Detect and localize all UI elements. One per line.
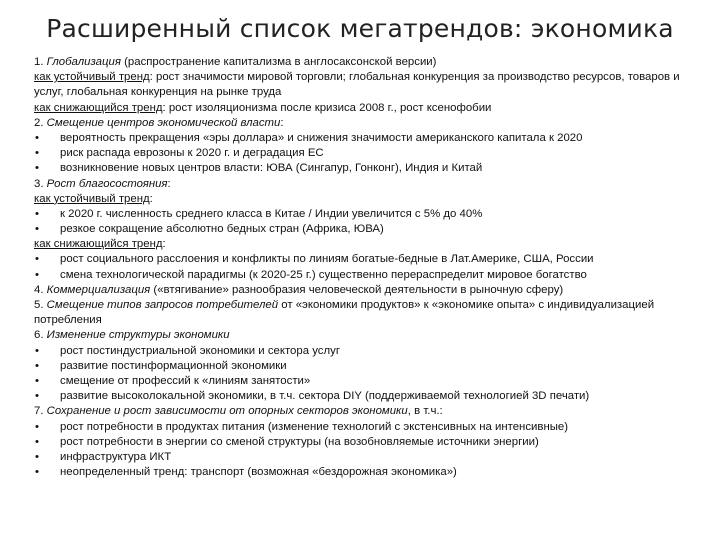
item-number: 4. xyxy=(34,283,44,296)
bullet-item: • рост социального расслоения и конфликты по линиям богатые-бедные в Лат.Америке, США, России xyxy=(34,252,710,267)
bullet-item: • смещение от профессий к «линиям занятости» xyxy=(34,374,710,389)
bullet-item: • резкое сокращение абсолютно бедных стран (Африка, ЮВА) xyxy=(34,222,710,237)
item-heading: Глобализация xyxy=(46,56,121,68)
item-heading: Смещение типов запросов потребителей xyxy=(46,299,279,312)
declining-trend-label: как снижающийся тренд xyxy=(34,238,163,251)
item-number: 1. xyxy=(34,56,44,68)
item-heading: Смещение центров экономической власти xyxy=(46,116,281,129)
trend-text: : рост значимости мировой торговли; глобальная конкуренция за производство ресурсов, товаров и услуг, глобальная конкуренция на рынке труда xyxy=(34,71,680,99)
trend-text: : xyxy=(162,238,166,251)
bullet-item: • риск распада еврозоны к 2020 г. и деградация ЕС xyxy=(34,146,710,161)
slide-body xyxy=(34,55,710,480)
stable-trend-line xyxy=(34,192,710,207)
declining-trend-line xyxy=(34,101,710,116)
stable-trend-label: как устойчивый тренд xyxy=(34,192,150,205)
bullet-item: • неопределенный тренд: транспорт (возможная «бездорожная экономика») xyxy=(34,465,710,480)
item-text: («втягивание» разнообразия человеческой деятельности в рыночную сферу) xyxy=(150,283,564,296)
slide-title: Расширенный список мегатрендов: экономика xyxy=(46,14,674,43)
item-text: от «экономики продуктов» к «экономике опыта» с индивидуализацией потребления xyxy=(34,299,655,327)
trend-text: : xyxy=(149,192,153,205)
trend-text: : рост изоляционизма после кризиса 2008 г., рост ксенофобии xyxy=(162,101,492,114)
item-text: : xyxy=(280,116,284,129)
item-number: 3. xyxy=(34,177,44,190)
item-text: , в т.ч.: xyxy=(407,405,443,418)
item-4-line xyxy=(34,283,710,298)
item-3-line xyxy=(34,177,710,192)
item-number: 7. xyxy=(34,405,44,418)
item-text: (распространение капитализма в англосаксонской версии) xyxy=(120,56,437,68)
bullet-item: • возникновение новых центров власти: ЮВА (Сингапур, Гонконг), Индия и Китай xyxy=(34,161,710,176)
bullet-item: • рост потребности в энергии со сменой структуры (на возобновляемые источники энергии) xyxy=(34,435,710,450)
item-6-line xyxy=(34,328,710,343)
item-heading: Изменение структуры экономики xyxy=(46,329,230,342)
item-number: 5. xyxy=(34,299,44,312)
item-heading: Рост благосостояния xyxy=(46,177,168,190)
item-number: 6. xyxy=(34,329,44,342)
bullet-item: • к 2020 г. численность среднего класса в Китае / Индии увеличится с 5% до 40% xyxy=(34,207,710,222)
bullet-item: • рост постиндустриальной экономики и сектора услуг xyxy=(34,344,710,359)
item-7-line xyxy=(34,404,710,419)
bullet-item: • рост потребности в продуктах питания (изменение технологий с экстенсивных на интенсивные) xyxy=(34,420,710,435)
item-number: 2. xyxy=(34,116,44,129)
item-text: : xyxy=(167,177,171,190)
item-heading: Коммерциализация xyxy=(46,283,151,296)
bullet-item: • вероятность прекращения «эры доллара» и снижения значимости американского капитала к 2020 xyxy=(34,131,710,146)
stable-trend-line xyxy=(34,70,710,100)
bullet-item: • развитие высоколокальной экономики, в т.ч. сектора DIY (поддерживаемой технологией 3D печати) xyxy=(34,389,710,404)
item-2-line xyxy=(34,116,710,131)
bullet-item: • инфраструктура ИКТ xyxy=(34,450,710,465)
bullet-item: • смена технологической парадигмы (к 2020-25 г.) существенно перераспределит мировое богатство xyxy=(34,268,710,283)
declining-trend-line xyxy=(34,237,710,252)
item-5-line xyxy=(34,298,710,328)
declining-trend-label: как снижающийся тренд xyxy=(34,101,163,114)
item-heading: Сохранение и рост зависимости от опорных секторов экономики xyxy=(46,405,408,418)
bullet-item: • развитие постинформационной экономики xyxy=(34,359,710,374)
item-1-line xyxy=(34,55,710,70)
stable-trend-label: как устойчивый тренд xyxy=(34,71,150,84)
